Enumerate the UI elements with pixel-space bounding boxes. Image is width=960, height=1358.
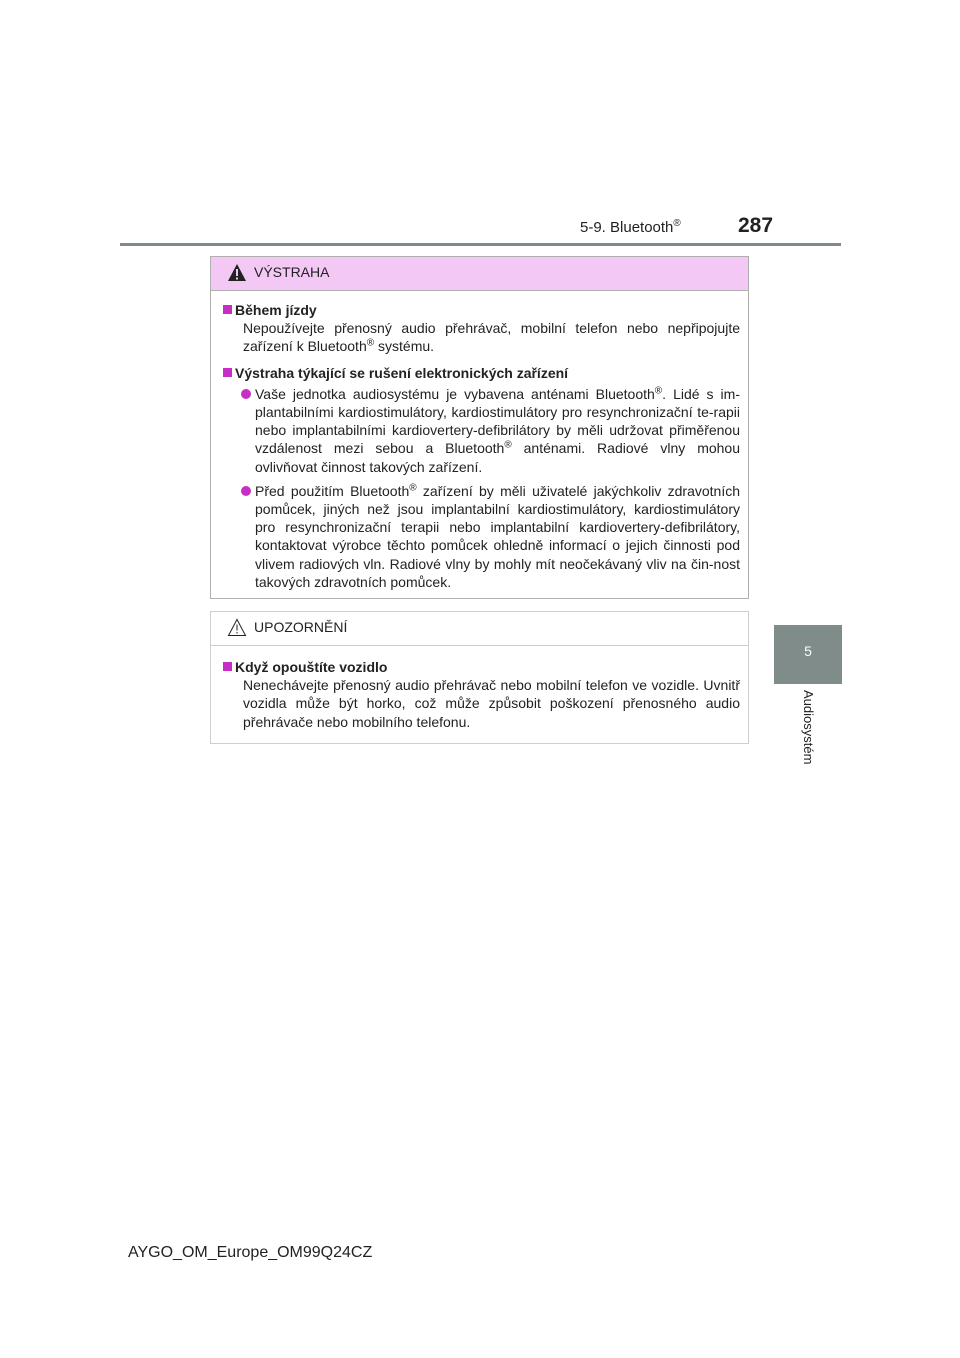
caution-item1-text: Nenechávejte přenosný audio přehrávač nebo mobilní telefon ve vozidle. Uvnitř vozidla může být horko, což může způsobit poškození přenosného audio přehrávače nebo mobilního telefonu. <box>243 677 740 730</box>
caution-triangle-icon <box>227 618 247 637</box>
caution-item1-heading: Když opouštíte vozidlo <box>235 659 388 675</box>
caution-header <box>211 612 748 646</box>
warning-bullet-2 <box>223 482 740 591</box>
chapter-tab <box>774 625 842 684</box>
round-bullet-icon <box>241 389 251 399</box>
warning-item-heading <box>223 364 740 382</box>
warning-item2-heading: Výstraha týkající se rušení elektronických zařízení <box>235 364 569 381</box>
chapter-label-text: Audiosystém <box>801 690 816 765</box>
warning-title: VÝSTRAHA <box>254 264 330 280</box>
section-title-text: 5-9. Bluetooth <box>580 219 674 236</box>
registered-mark: ® <box>409 482 417 494</box>
registered-mark: ® <box>673 218 681 229</box>
warning-header <box>211 257 748 291</box>
chapter-number: 5 <box>804 643 812 659</box>
chapter-label <box>783 690 833 780</box>
caution-title: UPOZORNĚNÍ <box>254 619 348 635</box>
caution-body <box>211 646 748 731</box>
round-bullet-icon <box>241 486 251 496</box>
text-part: Před použitím Bluetooth <box>255 482 410 499</box>
square-bullet-icon <box>223 368 232 377</box>
warning-item1-heading: Během jízdy <box>235 302 317 318</box>
text-part: zařízení by měli uživatelé jakýchkoliv zdravotních pomůcek, jiných než jsou implantabilní kardiostimulátory, kardiostimulátory pro resynchronizační terapii nebo implantabilní kardiovertery-defibrilátory, kontaktovat výrobce těchto pomůcek ohledně informací o jejich činnosti pod vlivem radiových vln. Radiové vlny by mohly mít neočekávaný vliv na čin-nost takových zdravotních pomůcek. <box>255 482 740 590</box>
registered-mark: ® <box>366 337 375 349</box>
registered-mark: ® <box>654 385 663 397</box>
registered-mark: ® <box>504 439 512 451</box>
square-bullet-icon <box>223 662 232 671</box>
warning-item1-text <box>223 319 740 355</box>
square-bullet-icon <box>223 305 232 314</box>
caution-item-heading <box>223 658 740 676</box>
header-divider <box>120 243 841 246</box>
warning-item-heading <box>223 301 740 319</box>
section-title <box>580 219 681 236</box>
warning-triangle-icon <box>227 263 247 282</box>
caution-box <box>210 611 749 744</box>
page-number: 287 <box>738 214 774 237</box>
warning-bullet-1 <box>223 385 740 476</box>
text-part: Nepoužívejte přenosný audio přehrávač, mobilní telefon nebo nepřipojujte zařízení k Bluetooth <box>243 320 740 355</box>
text-part: anténami. Radiové vlny mohou ovlivňovat činnost takových zařízení. <box>255 440 740 475</box>
text-part: systému. <box>374 338 435 355</box>
text-part: Vaše jednotka audiosystému je vybavena anténami Bluetooth <box>255 385 655 402</box>
warning-box <box>210 256 749 599</box>
warning-body <box>211 291 748 591</box>
document-code: AYGO_OM_Europe_OM99Q24CZ <box>128 1244 373 1261</box>
text-part: . Lidé s im-plantabilními kardiostimulátory, kardiostimulátory pro resynchronizační te-rapii nebo implantabilními kardiovertery-defibrilátory by měli udržovat přiměřenou vzdálenost mezi sebou a Bluetooth <box>255 385 740 457</box>
